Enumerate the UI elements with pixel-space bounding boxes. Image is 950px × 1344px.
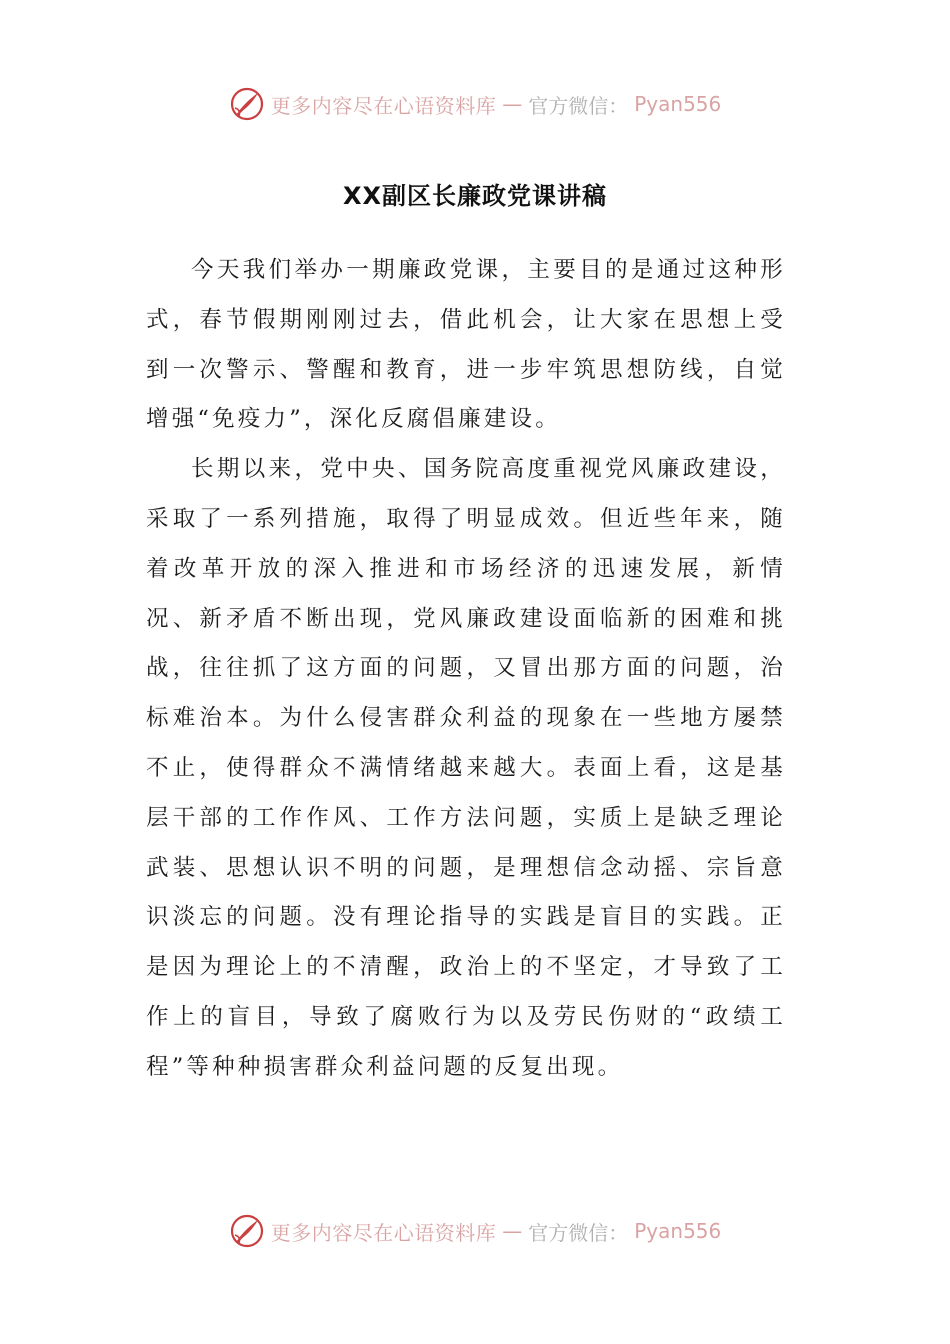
quill-pen-logo-icon — [229, 1213, 265, 1249]
footer-watermark — [0, 1211, 950, 1251]
watermark-wechat-label: 官方微信： — [528, 1220, 629, 1245]
paragraph-2: 长期以来，党中央、国务院高度重视党风廉政建设，采取了一系列措施，取得了明显成效。但近些年来，随着改革开放的深入推进和市场经济的迅速发展，新情况、新矛盾不断出现，党风廉政建设面临新的困难和挑战，往往抓了这方面的问题，又冒出那方面的问题，治标难治本。为什么侵害群众利益的现象在一些地方屡禁不止，使得群众不满情绪越来越大。表面上看，这是基层干部的工作作风、工作方法问题，实质上是缺乏理论武装、思想认识不明的问题，是理想信念动摇、宗旨意识淡忘的问题。没有理论指导的实践是盲目的实践。正是因为理论上的不清醒，政治上的不坚定，才导致了工作上的盲目，导致了腐败行为以及劳民伤财的“政绩工程”等种种损害群众利益问题的反复出现。 — [146, 456, 786, 1080]
document-title: XX副区长廉政党课讲稿 — [342, 182, 607, 210]
watermark-wechat-id: Pyan556 — [634, 92, 722, 116]
quill-pen-logo-icon — [229, 86, 265, 122]
watermark-wechat-id: Pyan556 — [634, 1219, 722, 1243]
watermark-text: 更多内容尽在心语资料库 — [270, 93, 497, 118]
watermark-dash: — — [502, 92, 523, 116]
document-body — [146, 246, 786, 1093]
paragraph-1: 今天我们举办一期廉政党课，主要目的是通过这种形式，春节假期刚刚过去，借此机会，让大家在思想上受到一次警示、警醒和教育，进一步牢筑思想防线，自觉增强“免疫力”，深化反腐倡廉建设。 — [146, 257, 786, 433]
header-watermark — [0, 84, 950, 124]
watermark-text: 更多内容尽在心语资料库 — [270, 1220, 497, 1245]
watermark-wechat-label: 官方微信： — [528, 93, 629, 118]
watermark-dash: — — [502, 1219, 523, 1243]
